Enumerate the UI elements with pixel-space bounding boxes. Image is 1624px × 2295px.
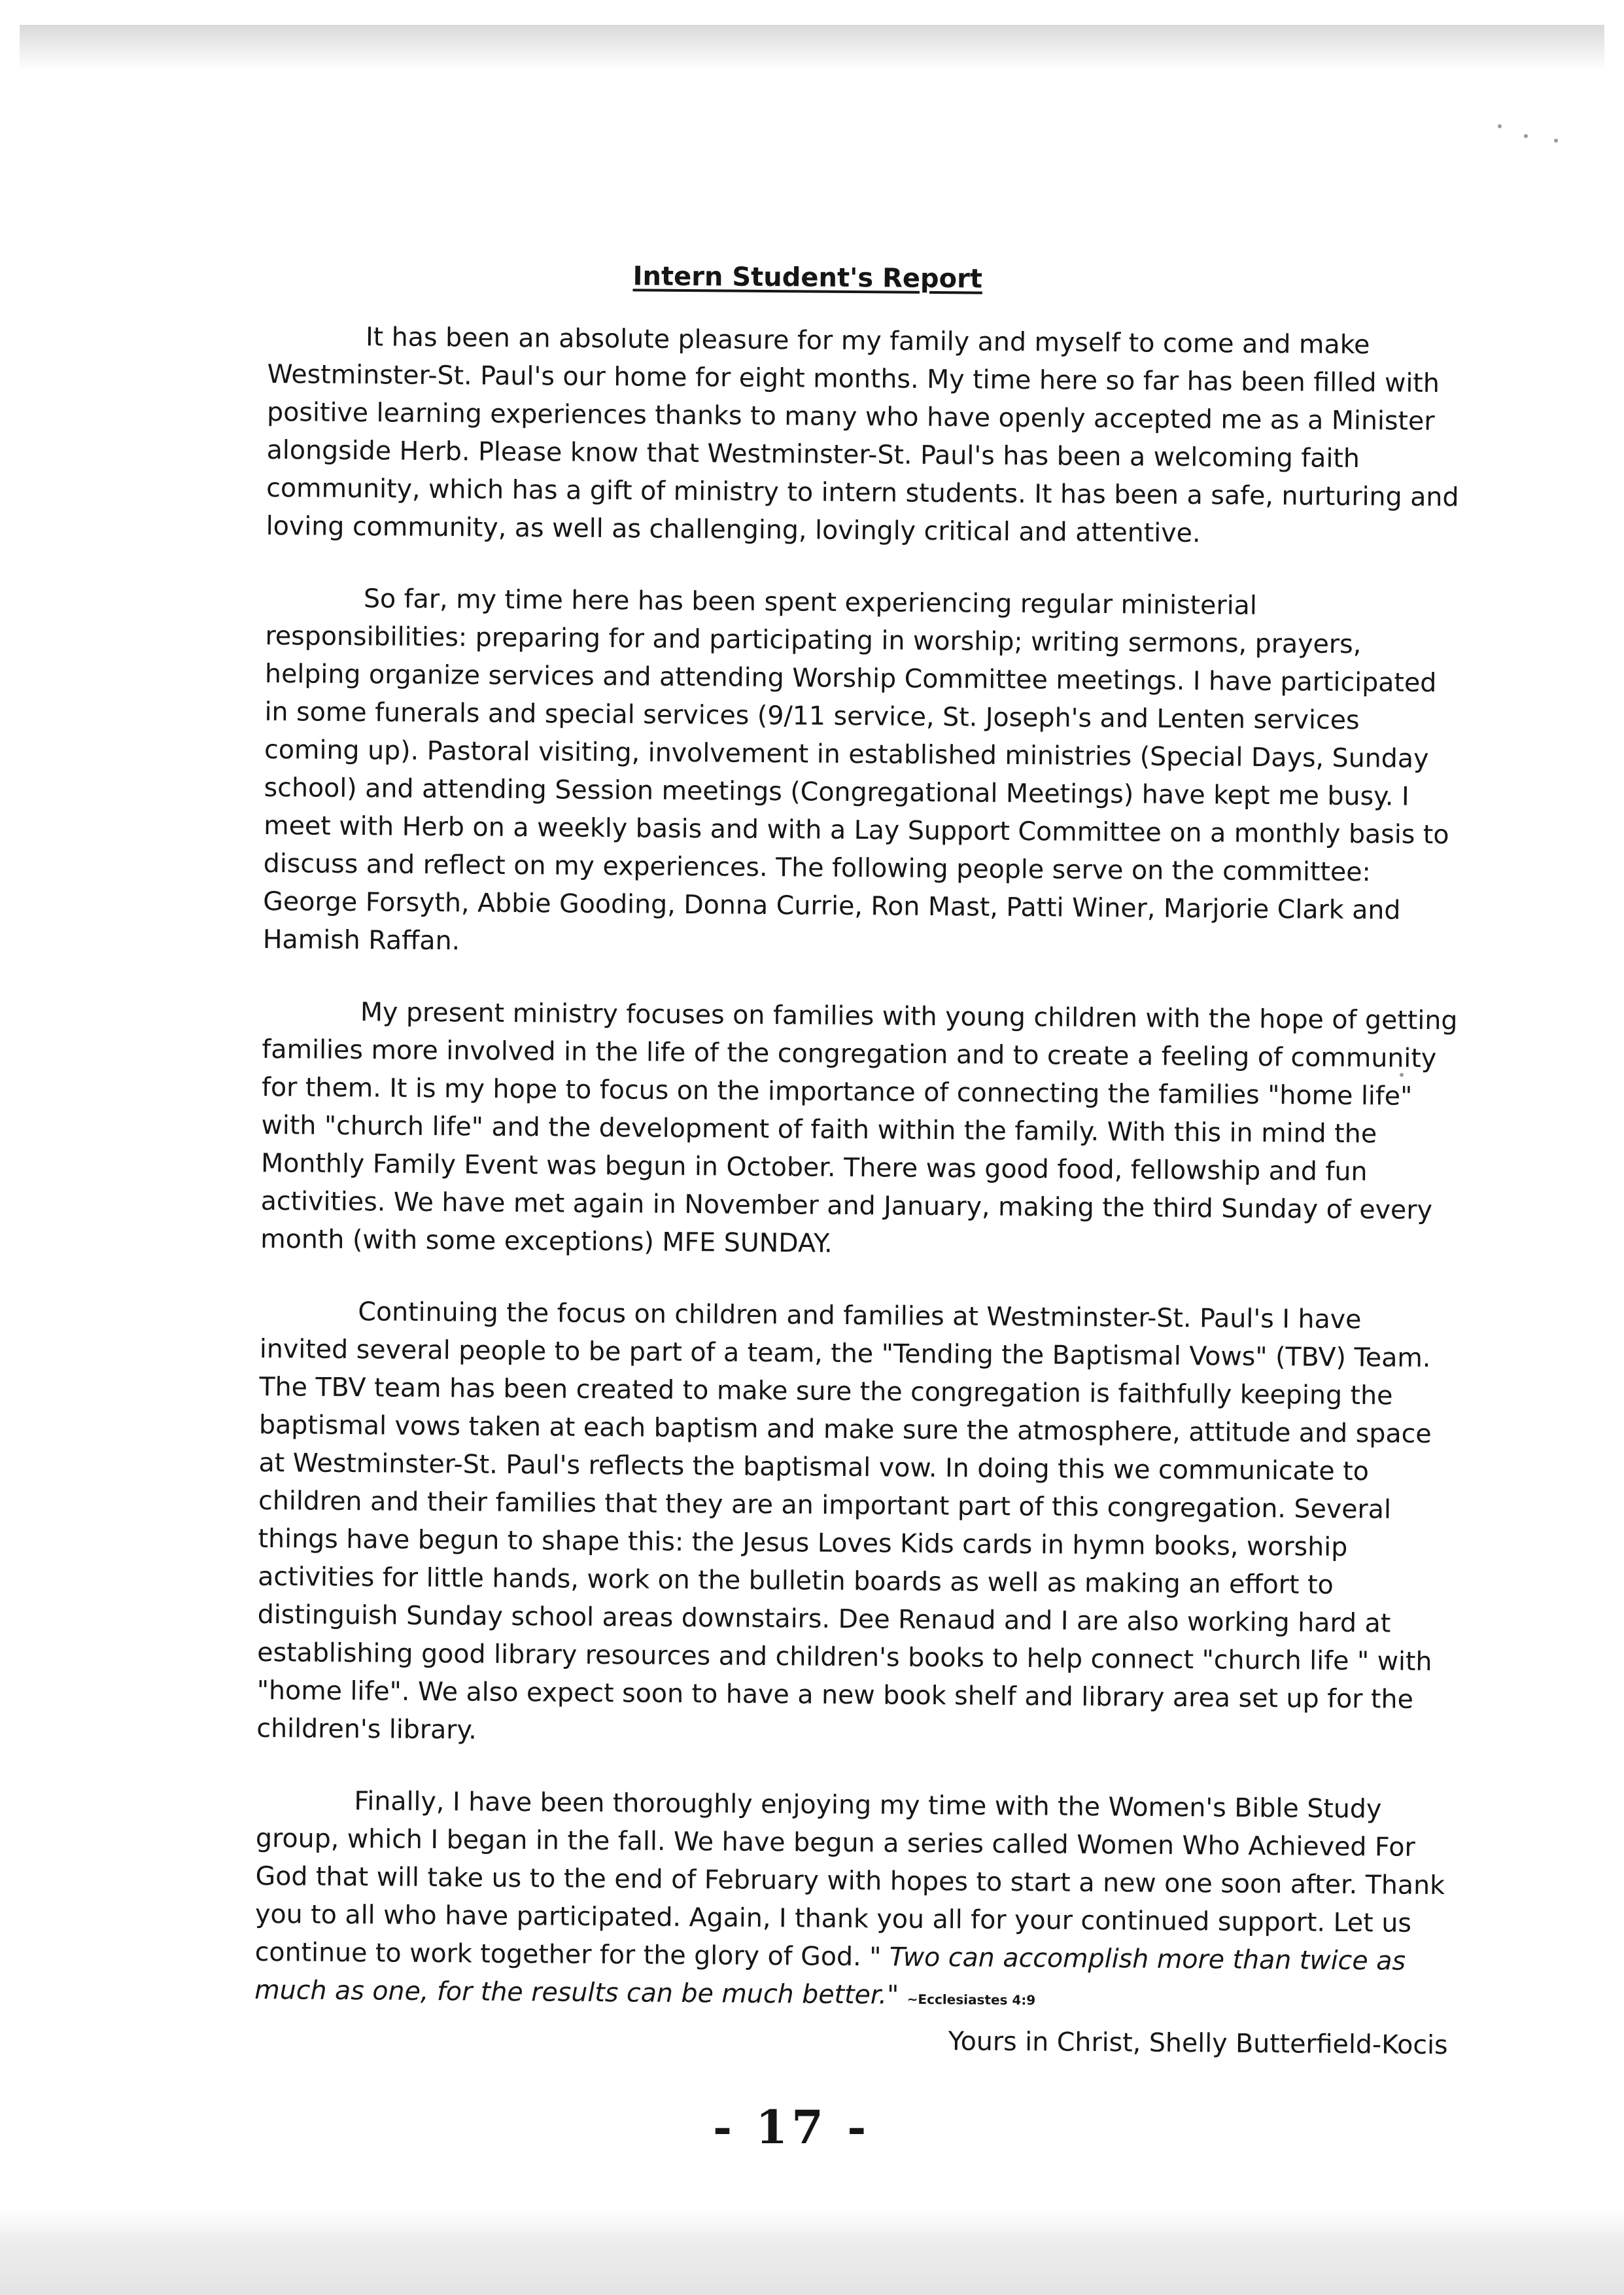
paragraph-tbv-team: Continuing the focus on children and families at Westminster-St. Paul's I have invited several people to be part of a team, the "Tending the Baptismal Vows" (TBV) Team. The TBV team has been created to make sure the congregation is faithfully keeping the baptismal vows taken at each baptism and make sure the atmosphere, attitude and space at Westminster-St. Paul's reflects the baptismal vow. In doing this we communicate to children and their families that they are an important part of this congregation. Several things have begun to shape this: the Jesus Loves Kids cards in hymn books, worship activities for little hands, work on the bulletin boards as well as making an effort to distinguish Sunday school areas downstairs. Dee Renaud and I are also working hard at establishing good library resources and children's books to help connect "church life " with "home life". We also expect soon to have a new book shelf and library area set up for the children's library. — [256, 1297, 1432, 1745]
paragraph-family-ministry: My present ministry focuses on families with young children with the hope of getting families more involved in the life of the congregation and to create a feeling of community for them. It is my hope to focus on the importance of connecting the families "home life" with "church life" and the development of faith within the family. With this in mind the Monthly Family Event was begun in October. There was good food, fellowship and fun activities. We have met again in November and January, making the third Sunday of every month (with some exceptions) MFE SUNDAY. — [260, 997, 1458, 1259]
closing-text: Finally, I have been thoroughly enjoying my time with the Women's Bible Study group, which I began in the fall. We have begun a series called Women Who Achieved For God that will take us to the end of February with hopes to start a new one soon after. Thank you to all who have participated. Again, I thank you all for your continued support. Let us continue to work together for the glory of God. — [254, 1786, 1445, 1972]
paragraph-responsibilities: So far, my time here has been spent experiencing regular ministerial responsibilities: preparing for and participating in worship; writing sermons, prayers, helping organize services and attending Worship Committee meetings. I have participated in some funerals and special services (9/11 service, St. Joseph's and Lenten services coming up). Pastoral visiting, involvement in established ministries (Special Days, Sunday school) and attending Session meetings (Congregational Meetings) have kept me busy. I meet with Herb on a weekly basis and with a Lay Support Committee on a monthly basis to discuss and reflect on my experiences. The following people serve on the committee: George Forsyth, Abbie Gooding, Donna Currie, Ron Mast, Patti Winer, Marjorie Clark and Hamish Raffan. — [262, 584, 1449, 956]
scripture-quote: " Two can accomplish more than twice as much as one, for the results can be much better." — [254, 1942, 1406, 2010]
scan-bottom-shadow — [0, 2210, 1624, 2295]
scan-speck — [1524, 134, 1528, 138]
report-body — [254, 258, 1465, 2064]
report-title: Intern Student's Report — [632, 261, 983, 294]
scripture-citation: ~Ecclesiastes 4:9 — [907, 1991, 1036, 2008]
scan-speck — [1498, 124, 1502, 128]
scan-top-shadow — [20, 25, 1604, 71]
scan-speck — [1554, 139, 1558, 143]
page-number: - 17 - — [713, 2100, 871, 2154]
paragraph-welcome: It has been an absolute pleasure for my family and myself to come and make Westminster-St. Paul's our home for eight months. My time here so far has been filled with positive learning experiences thanks to many who have openly accepted me as a Minister alongside Herb. Please know that Westminster-St. Paul's has been a welcoming faith community, which has a gift of ministry to intern students. It has been a safe, nurturing and loving community, as well as challenging, lovingly critical and attentive. — [266, 322, 1459, 549]
signature: Yours in Christ, Shelly Butterfield-Kocis — [948, 2026, 1448, 2061]
paragraph-closing — [254, 1781, 1453, 2022]
